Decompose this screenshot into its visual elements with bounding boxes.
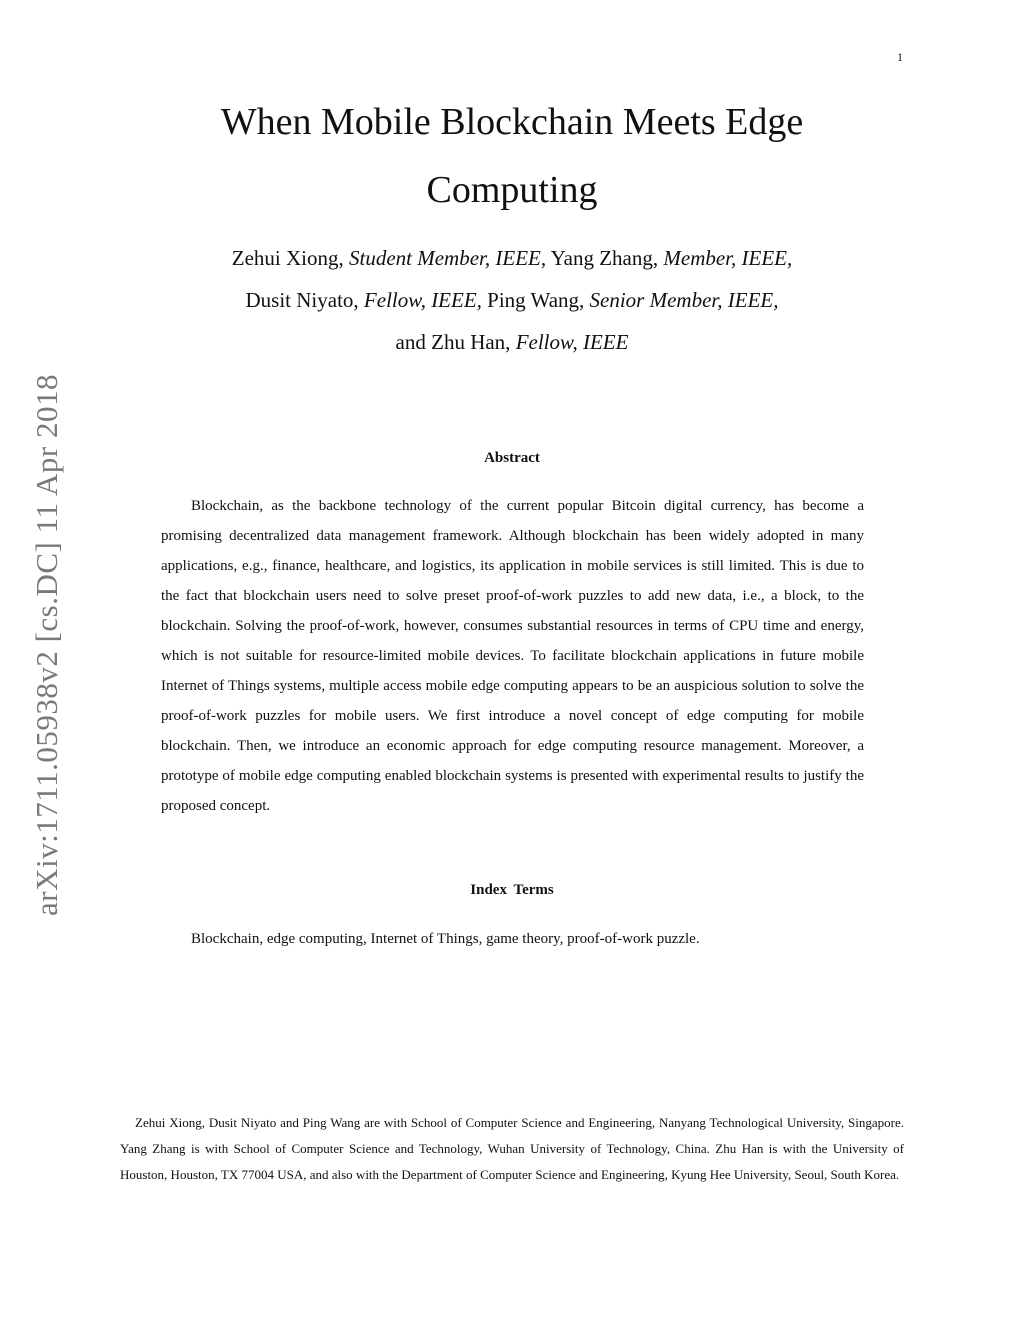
- author-role: Student Member, IEEE,: [348, 246, 547, 270]
- abstract-text: Blockchain, as the backbone technology of the current popular Bitcoin digital currency, has become a promising decentralized data management framework. Although blockchain has been widely adopted in many applications, e.g., finance, healthcare, and logistics, its application in mobile services is still limited. This is due to the fact that blockchain users need to solve preset proof-of-work puzzles to add new data, i.e., a block, to the blockchain. Solving the proof-of-work, however, consumes substantial resources in terms of CPU time and energy, which is not suitable for resource-limited mobile devices. To facilitate blockchain applications in future mobile Internet of Things systems, multiple access mobile edge computing appears to be an auspicious solution to solve the proof-of-work puzzles for mobile users. We first introduce a novel concept of edge computing for mobile blockchain. Then, we introduce an economic approach for edge computing resource management. Moreover, a prototype of mobile edge computing enabled blockchain systems is presented with experimental results to justify the proposed concept.: [161, 498, 864, 814]
- author-list: [140, 237, 884, 363]
- page-number: 1: [897, 50, 903, 64]
- author-name: Yang Zhang,: [546, 246, 664, 270]
- author-line-2: [140, 279, 884, 321]
- abstract-heading: Abstract: [484, 450, 540, 466]
- author-line-3: [140, 321, 884, 363]
- index-terms-text: Blockchain, edge computing, Internet of Things, game theory, proof-of-work puzzle.: [191, 931, 700, 947]
- paper-title: When Mobile Blockchain Meets Edge Computing: [220, 101, 804, 211]
- author-line-1: [140, 237, 884, 279]
- author-name: and Zhu Han,: [395, 330, 516, 354]
- author-role: Senior Member, IEEE,: [589, 288, 779, 312]
- author-role: Member, IEEE,: [663, 246, 793, 270]
- index-terms-heading: Index Terms: [470, 882, 554, 898]
- author-role: Fellow, IEEE,: [363, 288, 482, 312]
- author-name: Zehui Xiong,: [231, 246, 349, 270]
- author-role: Fellow, IEEE: [515, 330, 629, 354]
- arxiv-identifier: arXiv:1711.05938v2 [cs.DC] 11 Apr 2018: [29, 374, 64, 916]
- affiliation-footnote: Zehui Xiong, Dusit Niyato and Ping Wang are with School of Computer Science and Engineering, Nanyang Technological University, Singapore. Yang Zhang is with School of Computer Science and Technology, Wuhan University of Technology, China. Zhu Han is with the University of Houston, Houston, TX 77004 USA, and also with the Department of Computer Science and Engineering, Kyung Hee University, Seoul, South Korea.: [120, 1115, 904, 1182]
- author-name: Dusit Niyato,: [245, 288, 364, 312]
- author-name: Ping Wang,: [481, 288, 590, 312]
